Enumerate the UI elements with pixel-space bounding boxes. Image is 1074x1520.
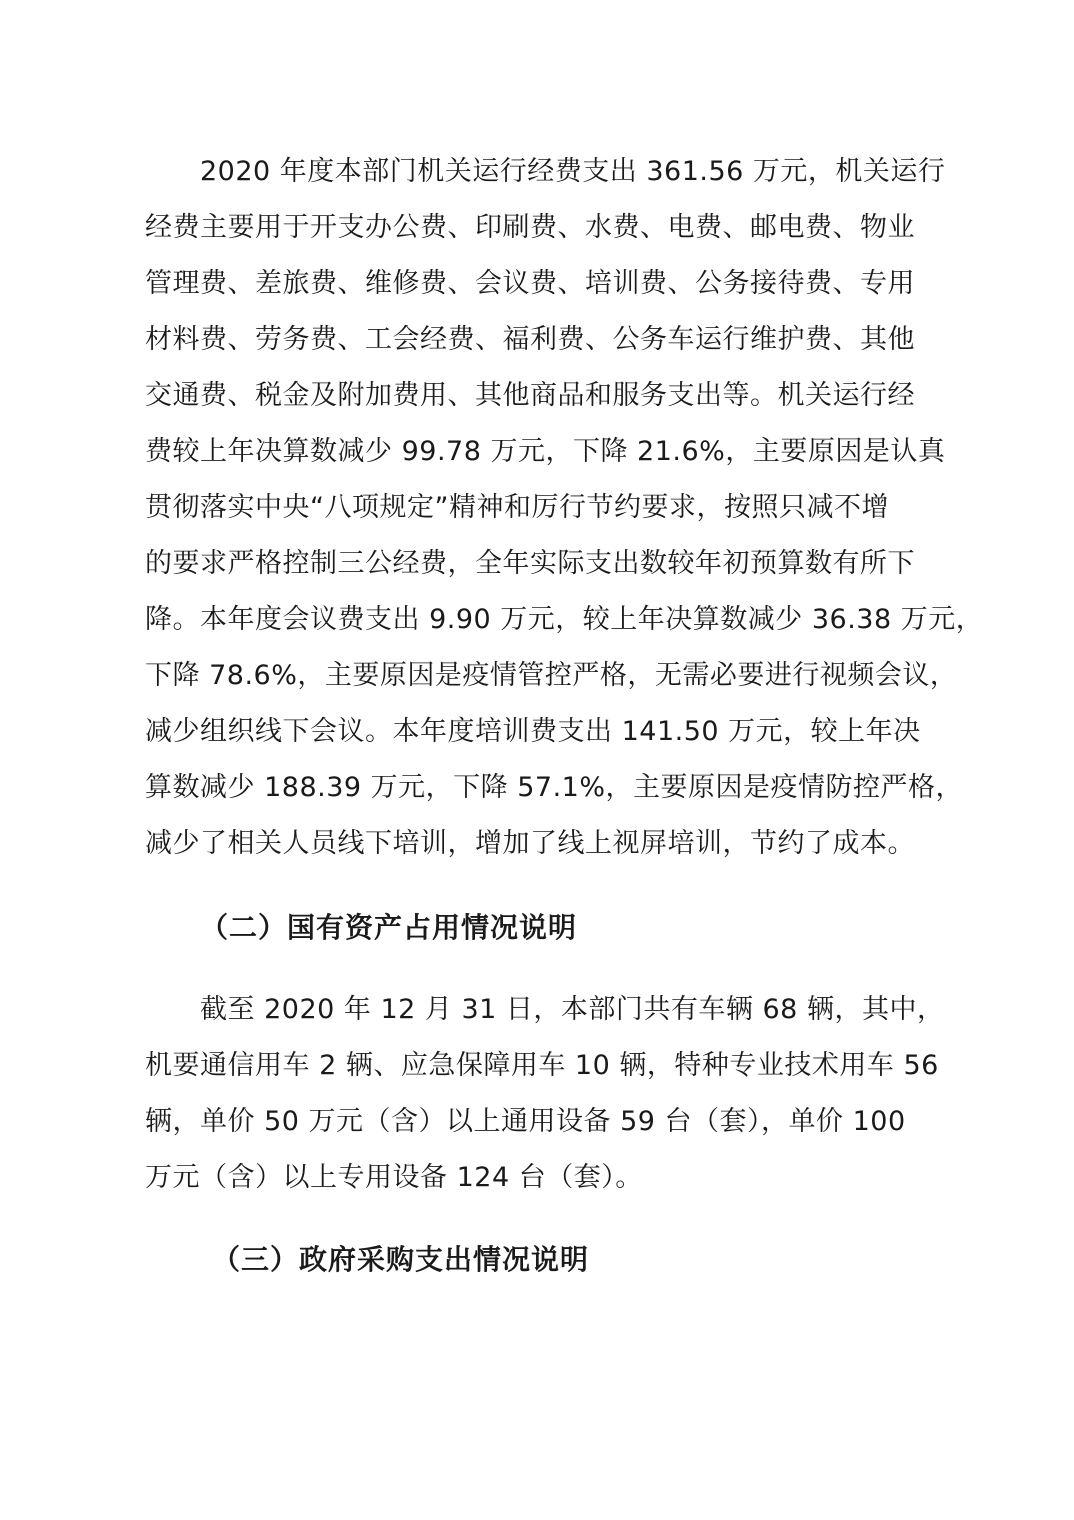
paragraph-2-line-2: 机要通信用车 2 辆、应急保障用车 10 辆，特种专业技术用车 56 — [145, 1050, 939, 1081]
paragraph-1-line-4: 材料费、劳务费、工会经费、福利费、公务车运行维护费、其他 — [145, 324, 915, 355]
section-heading-assets: （二）国有资产占用情况说明 — [200, 911, 578, 944]
paragraph-1-line-7: 贯彻落实中央“八项规定”精神和厉行节约要求，按照只减不增 — [145, 492, 889, 523]
paragraph-2-line-4: 万元（含）以上专用设备 124 台（套）。 — [145, 1162, 643, 1193]
paragraph-1-line-12: 算数减少 188.39 万元，下降 57.1%，主要原因是疫情防控严格， — [145, 772, 963, 803]
paragraph-1-line-1: 2020 年度本部门机关运行经费支出 361.56 万元，机关运行 — [200, 156, 946, 187]
paragraph-1-line-6: 费较上年决算数减少 99.78 万元，下降 21.6%，主要原因是认真 — [145, 436, 946, 467]
paragraph-1-line-3: 管理费、差旅费、维修费、会议费、培训费、公务接待费、专用 — [145, 268, 915, 299]
paragraph-1-line-8: 的要求严格控制三公经费，全年实际支出数较年初预算数有所下 — [145, 548, 915, 579]
paragraph-1-line-11: 减少组织线下会议。本年度培训费支出 141.50 万元，较上年决 — [145, 716, 921, 747]
paragraph-1-line-13: 减少了相关人员线下培训，增加了线上视屏培训，节约了成本。 — [145, 828, 915, 859]
paragraph-1-line-10: 下降 78.6%，主要原因是疫情管控严格，无需必要进行视频会议， — [145, 660, 958, 691]
paragraph-1-line-9: 降。本年度会议费支出 9.90 万元，较上年决算数减少 36.38 万元， — [145, 604, 984, 635]
paragraph-1-line-2: 经费主要用于开支办公费、印刷费、水费、电费、邮电费、物业 — [145, 212, 915, 243]
paragraph-2-line-1: 截至 2020 年 12 月 31 日，本部门共有车辆 68 辆，其中， — [200, 994, 945, 1025]
paragraph-1-line-5: 交通费、税金及附加费用、其他商品和服务支出等。机关运行经 — [145, 380, 915, 411]
paragraph-2-line-3: 辆，单价 50 万元（含）以上通用设备 59 台（套），单价 100 — [145, 1106, 906, 1137]
section-heading-procurement: （三）政府采购支出情况说明 — [212, 1243, 590, 1276]
